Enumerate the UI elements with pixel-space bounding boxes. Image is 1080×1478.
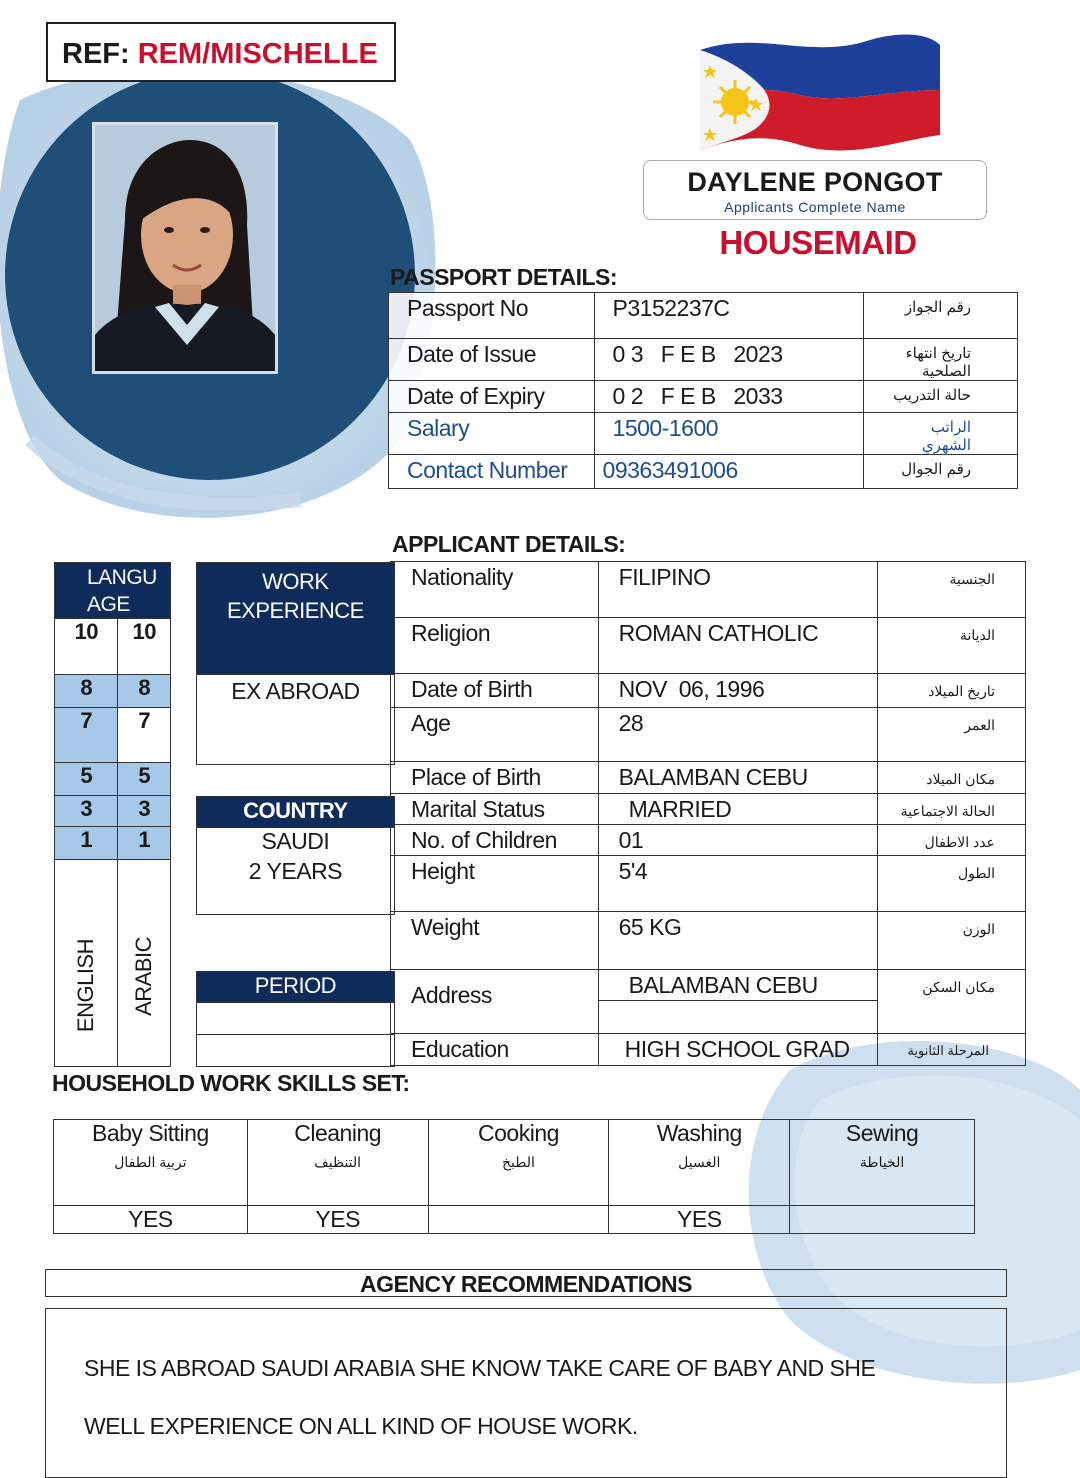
skill-arabic: الطبخ xyxy=(502,1154,535,1170)
table-row xyxy=(55,796,171,827)
arabic-column xyxy=(118,860,171,1067)
work-country: SAUDI xyxy=(197,828,395,858)
detail-arabic-label: مكان السكن xyxy=(878,970,1026,1034)
applicant-name-box xyxy=(643,160,987,220)
english-level: 1 xyxy=(55,827,118,860)
detail-value: 01 xyxy=(598,825,878,856)
applicant-photo xyxy=(92,122,278,374)
agency-line-1: SHE IS ABROAD SAUDI ARABIA SHE KNOW TAKE CARE OF BABY AND SHE xyxy=(84,1355,876,1381)
passport-details-table xyxy=(388,292,1018,489)
period-title: PERIOD xyxy=(197,972,395,1003)
english-column xyxy=(55,860,118,1067)
passport-details-title: PASSPORT DETAILS: xyxy=(390,264,618,290)
arabic-level: 7 xyxy=(118,708,171,763)
skill-name: Cleaning xyxy=(294,1120,382,1146)
passport-arabic-label: رقم الجواز xyxy=(864,293,1018,339)
english-level: 8 xyxy=(55,675,118,708)
passport-value: 0 3 F E B 2023 xyxy=(594,339,864,381)
detail-label: Marital Status xyxy=(391,794,599,825)
ref-value: REM/MISCHELLE xyxy=(137,38,378,70)
table-row xyxy=(54,1206,975,1234)
period-value xyxy=(197,1003,395,1035)
table-row xyxy=(391,794,1026,825)
table-row xyxy=(55,619,171,675)
table-row xyxy=(389,455,1018,489)
detail-value xyxy=(598,970,878,1034)
language-table xyxy=(54,562,171,1067)
table-row xyxy=(55,860,171,1067)
country-title: COUNTRY xyxy=(197,797,395,828)
skill-value xyxy=(428,1206,609,1234)
language-title-text: LANGUAGE xyxy=(87,566,157,616)
detail-label: Weight xyxy=(391,912,599,970)
detail-arabic-label: الجنسية xyxy=(878,562,1026,618)
detail-arabic-label: عدد الاطفال xyxy=(878,825,1026,856)
skill-value: YES xyxy=(247,1206,428,1234)
skill-cell xyxy=(609,1120,790,1206)
reference-box xyxy=(46,22,396,82)
detail-label: Date of Birth xyxy=(391,674,599,708)
table-row xyxy=(389,413,1018,455)
applicant-details-table xyxy=(390,561,1026,1066)
skill-name: Cooking xyxy=(478,1120,559,1146)
agency-recommendations-box xyxy=(45,1308,1007,1478)
arabic-level: 10 xyxy=(118,619,171,675)
table-row xyxy=(54,1120,975,1206)
table-row xyxy=(389,381,1018,413)
passport-label: Date of Issue xyxy=(389,339,595,381)
english-label: ENGLISH xyxy=(73,938,99,1032)
spacer xyxy=(197,765,395,797)
skill-value: YES xyxy=(54,1206,248,1234)
detail-value: ROMAN CATHOLIC xyxy=(598,618,878,674)
philippines-flag-icon xyxy=(690,20,950,160)
detail-arabic-label: الطول xyxy=(878,856,1026,912)
spacer xyxy=(197,915,395,972)
table-row xyxy=(391,562,1026,618)
detail-label: Age xyxy=(391,708,599,762)
skill-arabic: الغسيل xyxy=(678,1154,721,1170)
english-level: 10 xyxy=(55,619,118,675)
detail-value: MARRIED xyxy=(598,794,878,825)
detail-value: NOV 06, 1996 xyxy=(598,674,878,708)
table-row xyxy=(391,674,1026,708)
table-row xyxy=(391,618,1026,674)
english-level: 3 xyxy=(55,796,118,827)
applicant-position: HOUSEMAID xyxy=(719,224,917,261)
work-type: EX ABROAD xyxy=(197,675,395,765)
ref-label: REF: xyxy=(62,38,130,70)
skills-title-text: HOUSEHOLD WORK SKILLS SET: xyxy=(52,1070,410,1096)
work-experience-table xyxy=(196,562,395,1067)
work-duration: 2 YEARS xyxy=(197,858,395,915)
table-row xyxy=(391,708,1026,762)
english-level: 5 xyxy=(55,763,118,796)
arabic-label: ARABIC xyxy=(131,937,157,1016)
work-experience-title xyxy=(197,563,395,675)
detail-value: HIGH SCHOOL GRAD xyxy=(598,1034,878,1066)
table-row xyxy=(55,708,171,763)
passport-arabic-label: تاريخ انتهاء الصلحية xyxy=(864,339,1018,381)
detail-arabic-label: العمر xyxy=(878,708,1026,762)
detail-arabic-label: الديانة xyxy=(878,618,1026,674)
skill-cell xyxy=(247,1120,428,1206)
table-row xyxy=(391,970,1026,1034)
applicant-name: DAYLENE PONGOT xyxy=(687,167,943,197)
passport-label: Contact Number xyxy=(389,455,595,489)
detail-value: 5'4 xyxy=(598,856,878,912)
table-row xyxy=(389,293,1018,339)
skill-cell xyxy=(428,1120,609,1206)
work-experience-title-text: WORK EXPERIENCE xyxy=(227,569,364,623)
skills-table xyxy=(53,1119,975,1234)
detail-label: No. of Children xyxy=(391,825,599,856)
language-title xyxy=(55,563,171,619)
table-row xyxy=(391,762,1026,794)
skill-value xyxy=(790,1206,975,1234)
applicant-name-caption: Applicants Complete Name xyxy=(724,199,906,215)
skill-arabic: الخياطة xyxy=(859,1154,905,1170)
table-row xyxy=(389,339,1018,381)
person-silhouette-icon xyxy=(95,125,275,371)
passport-value: P3152237C xyxy=(594,293,864,339)
detail-arabic-label: الحالة الاجتماعية xyxy=(878,794,1026,825)
detail-label: Height xyxy=(391,856,599,912)
skill-arabic: تربية الطفال xyxy=(114,1154,187,1170)
passport-arabic-label: رقم الجوال xyxy=(864,455,1018,489)
agency-recommendations-title: AGENCY RECOMMENDATIONS xyxy=(45,1269,1007,1297)
detail-value: 28 xyxy=(598,708,878,762)
detail-arabic-label: تاريخ الميلاد xyxy=(878,674,1026,708)
skill-name: Sewing xyxy=(845,1120,919,1146)
detail-label: Place of Birth xyxy=(391,762,599,794)
skill-name: Washing xyxy=(656,1120,742,1146)
english-level: 7 xyxy=(55,708,118,763)
passport-value: 0 2 F E B 2033 xyxy=(594,381,864,413)
skill-arabic: التنظيف xyxy=(314,1154,362,1170)
detail-arabic-label: الوزن xyxy=(878,912,1026,970)
skill-name: Baby Sitting xyxy=(92,1120,209,1146)
skill-cell xyxy=(54,1120,248,1206)
detail-label: Education xyxy=(391,1034,599,1066)
passport-value: 1500-1600 xyxy=(594,413,864,455)
table-row xyxy=(391,1034,1026,1066)
detail-label: Nationality xyxy=(391,562,599,618)
passport-label: Salary xyxy=(389,413,595,455)
table-row xyxy=(55,675,171,708)
detail-label: Religion xyxy=(391,618,599,674)
detail-value: 65 KG xyxy=(598,912,878,970)
detail-arabic-label: المرحلة الثانوية xyxy=(878,1034,1026,1066)
passport-arabic-label: الراتب الشهري xyxy=(864,413,1018,455)
skills-title xyxy=(52,1070,410,1097)
passport-label: Date of Expiry xyxy=(389,381,595,413)
passport-arabic-label: حالة التدريب xyxy=(864,381,1018,413)
skill-cell xyxy=(790,1120,975,1206)
skill-value: YES xyxy=(609,1206,790,1234)
table-row xyxy=(391,856,1026,912)
detail-arabic-label: مكان الميلاد xyxy=(878,762,1026,794)
table-row xyxy=(55,827,171,860)
table-row xyxy=(391,912,1026,970)
passport-label: Passport No xyxy=(389,293,595,339)
arabic-level: 5 xyxy=(118,763,171,796)
applicant-details-title: APPLICANT DETAILS: xyxy=(392,531,626,557)
table-row xyxy=(391,825,1026,856)
detail-label: Address xyxy=(391,970,599,1034)
passport-value: 09363491006 xyxy=(594,455,864,489)
detail-value: FILIPINO xyxy=(598,562,878,618)
arabic-level: 3 xyxy=(118,796,171,827)
table-row xyxy=(55,763,171,796)
period-value xyxy=(197,1035,395,1067)
detail-value: BALAMBAN CEBU xyxy=(598,762,878,794)
arabic-level: 1 xyxy=(118,827,171,860)
arabic-level: 8 xyxy=(118,675,171,708)
agency-line-2: WELL EXPERIENCE ON ALL KIND OF HOUSE WORK. xyxy=(84,1413,638,1439)
address-value: BALAMBAN CEBU xyxy=(599,970,878,1001)
